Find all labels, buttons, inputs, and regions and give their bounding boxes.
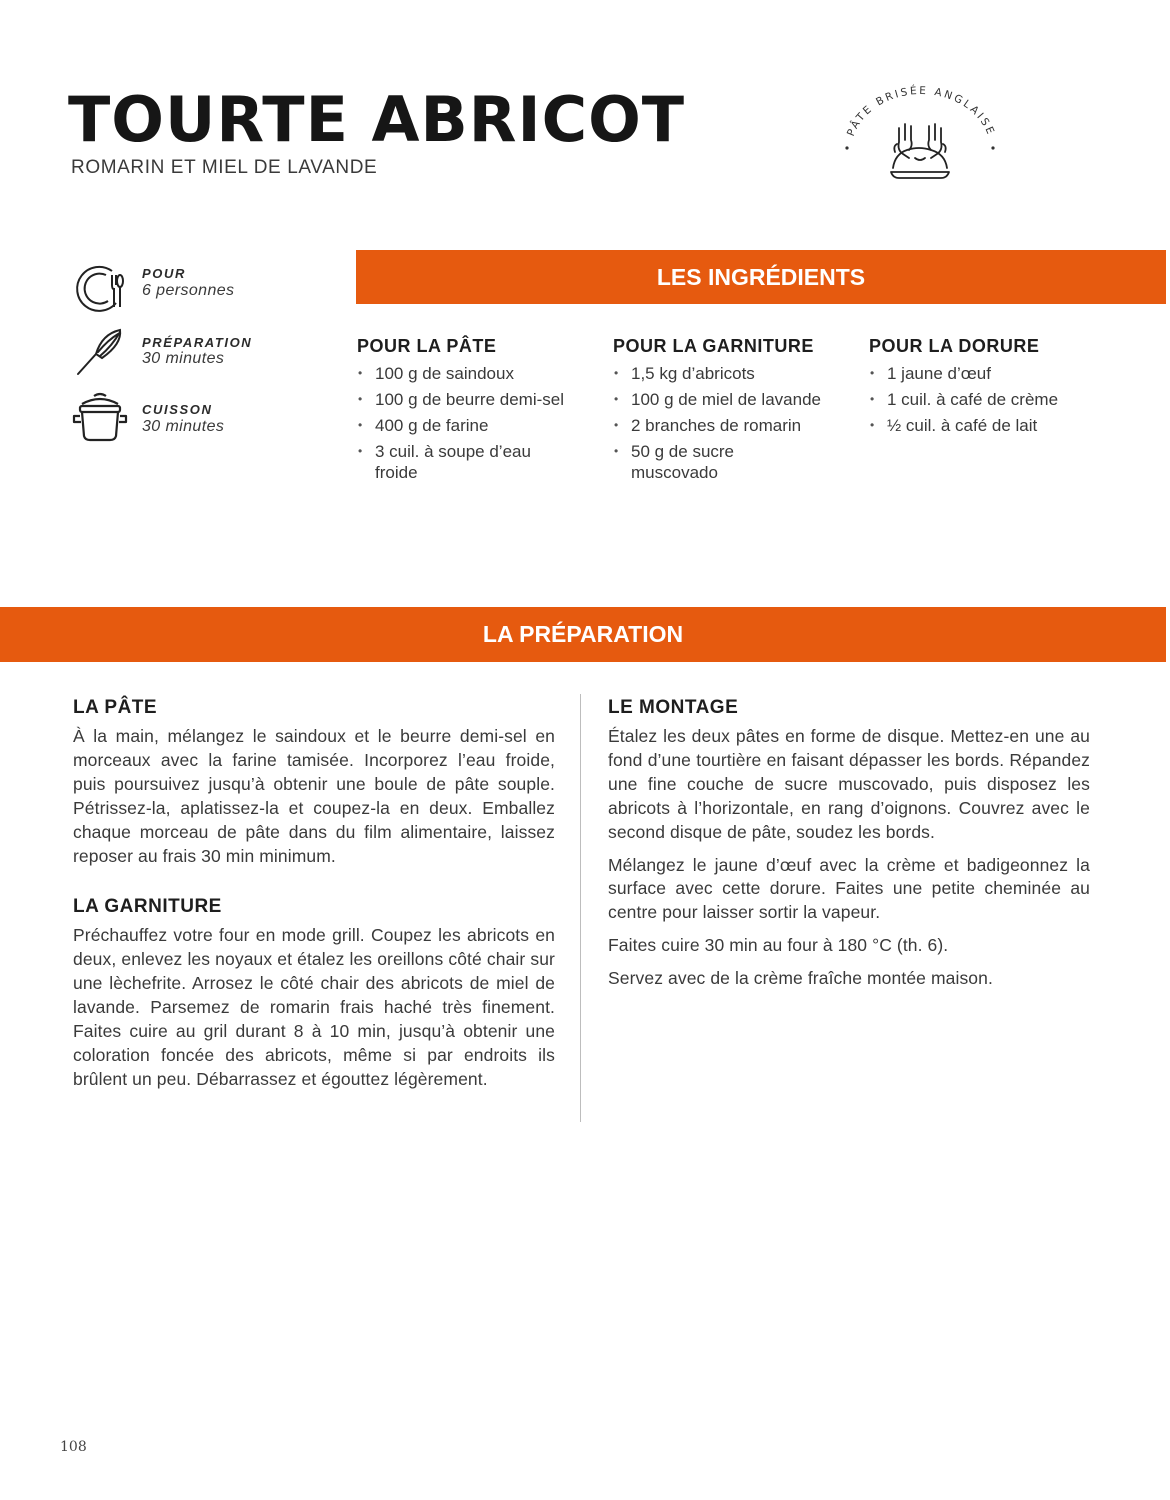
ingredient-item: • 3 cuil. à soupe d’eau froide [357, 441, 555, 483]
montage-step: Étalez les deux pâtes en forme de disque. Mettez-en une au fond d’une tourtière en faisant dépasser les bords. Répandez une fine couche de sucre muscovado, puis disposez les abricots à l’horizontale, en rang d’oignons. Couvrez avec le second disque de pâte, soudez les bords. [608, 726, 1090, 842]
page-number: 108 [60, 1439, 87, 1455]
montage-step: Faites cuire 30 min au four à 180 °C (th. 6). [608, 935, 949, 956]
ingredient-item: • 100 g de saindoux [357, 363, 597, 384]
preparation-right-column [608, 697, 1090, 991]
meta-preparation-value: 30 minutes [142, 350, 225, 367]
recipe-subtitle: ROMARIN ET MIEL DE LAVANDE [71, 157, 378, 178]
whisk-icon [72, 324, 128, 380]
preparation-heading: LA PRÉPARATION [0, 607, 1166, 662]
ingredient-group-pate [357, 336, 597, 488]
ingredient-group-garniture [613, 336, 853, 488]
ingredient-item: • 50 g de sucre muscovado [613, 441, 781, 483]
ingredient-group-title: POUR LA DORURE [869, 336, 1040, 356]
ingredient-item: • 100 g de beurre demi-sel [357, 389, 597, 410]
garniture-instructions: Préchauffez votre four en mode grill. Coupez les abricots en deux, enlevez les noyaux et étalez les oreillons côté chair sur une lèchefrite. Arrosez le côté chair des abricots de miel de lavande. Parsemez de romarin frais haché très finement. Faites cuire au gril durant 8 à 10 min, jusqu’à obtenir une coloration foncée des abricots, même si par endroits ils brûlent un peu. Débarrassez et égouttez légèrement. [73, 925, 555, 1089]
ingredient-item: • 2 branches de romarin [613, 415, 853, 436]
section-title-pate: LA PÂTE [73, 697, 158, 718]
plate-cutlery-icon [72, 259, 128, 315]
section-title-garniture: LA GARNITURE [73, 896, 222, 918]
pate-brisee-stamp [835, 80, 1005, 190]
preparation-left-column [73, 697, 555, 1092]
meta-preparation-label: PRÉPARATION [142, 335, 253, 350]
section-title-montage: LE MONTAGE [608, 697, 739, 718]
ingredient-item: • 1 jaune d’œuf [869, 363, 1109, 384]
kneading-hands-icon [891, 124, 949, 178]
montage-step: Mélangez le jaune d’œuf avec la crème et badigeonnez la surface avec cette dorure. Faites une petite cheminée au centre pour laisser sortir la vapeur. [608, 854, 1090, 923]
ingredient-item: • 1 cuil. à café de crème [869, 389, 1109, 410]
ingredient-item: • 400 g de farine [357, 415, 597, 436]
meta-cooking-label: CUISSON [142, 402, 213, 417]
ingredient-group-title: POUR LA PÂTE [357, 336, 497, 356]
ingredient-group-dorure [869, 336, 1109, 441]
ingredient-group-title: POUR LA GARNITURE [613, 336, 814, 356]
ingredient-item: • ½ cuil. à café de lait [869, 415, 1109, 436]
ingredient-item: • 100 g de miel de lavande [613, 389, 853, 410]
meta-servings-value: 6 personnes [142, 282, 235, 299]
meta-servings-label: POUR [142, 266, 186, 281]
stamp-label: PÂTE BRISÉE ANGLAISE [844, 84, 998, 138]
pate-instructions: À la main, mélangez le saindoux et le beurre demi-sel en morceaux avec la farine tamisée. Incorporez l’eau froide, puis poursuivez jusqu’à obtenir une boule de pâte souple. Pétrissez-la, aplatissez-la et coupez-la en deux. Emballez chaque morceau de pâte dans du film alimentaire, laissez reposer au frais 30 min minimum. [73, 726, 555, 866]
meta-cooking-value: 30 minutes [142, 418, 225, 435]
ingredient-item: • 1,5 kg d’abricots [613, 363, 853, 384]
recipe-title: TOURTE ABRICOT [68, 83, 686, 156]
cooking-pot-icon [72, 390, 128, 446]
ingredients-heading: LES INGRÉDIENTS [356, 250, 1166, 304]
montage-step: Servez avec de la crème fraîche montée maison. [608, 968, 993, 989]
column-divider [580, 694, 581, 1122]
